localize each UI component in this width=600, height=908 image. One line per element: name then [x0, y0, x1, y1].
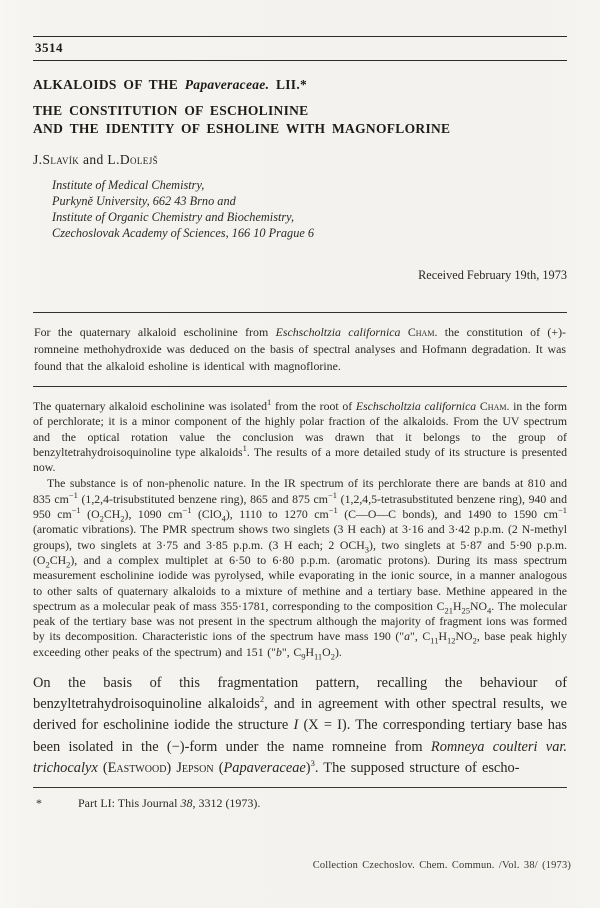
affiliation-line: Institute of Organic Chemistry and Biochemistry, — [52, 210, 295, 224]
article-title-line-1: THE CONSTITUTION OF ESCHOLININE — [33, 103, 309, 118]
body-paragraph-2: The substance is of non-phenolic nature. In the IR spectrum of its perchlorate there are bands at 810 and 835 $cm^{-1}$ (1,2,4-trisubstituted benzene ring), 865 and 875 $cm^{-1}$ (1,2,4,5-tetrasubstituted benzene ring), 940 and 950 $cm^{-1}$ $(O_2CH_2)$, 1090 $cm^{-1}$ (ClO$_4$), 1110 to 1270 $cm^{-1}$ (C—O—C bonds), and 1490 to 1590 $cm^{-1}$ (aromatic vibrations). The PMR spectrum shows two singlets (3 H each) at 3·16 and 3·42 p.p.m. (2 N-methyl groups), two singlets at 3·75 and 3·85 p.p.m. (3 H each; 2 $OCH_3$), two singlets at 5·87 and 5·90 p.p.m. $(O_2CH_2)$, and a complex multiplet at 6·50 to 6·80 p.p.m. (aromatic protons). During its mass spectrum measurement escholinine iodide was pyrolysed, while evaporating in the ionic source, in a manner analogous to other salts of quaternary alkaloids to a mixture of methine and a tertiary base. Methine appeared in the spectrum as a molecular peak of mass 355·1781, corresponding to the composition $C_{21}H_{25}NO_4$. The molecular peak of the tertiary base was not present in the spectrum although the majority of fragment ions was formed by its decomposition. Characteristic ions of the spectrum have mass 190 ("a", $C_{11}H_{12}NO_2$, base peak highly exceeding other peaks of the spectrum) and 151 ("b", $C_9H_{11}O_2$). — [33, 476, 567, 662]
abstract: For the quaternary alkaloid escholinine from Eschscholtzia californica Cham. the constitution of (+)-romneine methohydroxide was deduced on the basis of spectral analyses and Hofmann degradation. It was found that the alkaloid esholine is identical with magnoflorine. — [33, 312, 567, 387]
page-header — [33, 36, 567, 61]
received-date: Received February 19th, 1973 — [418, 268, 567, 282]
footnote-text: Part LI: This Journal 38, 3312 (1973). — [78, 796, 261, 811]
footnote — [33, 796, 567, 811]
authors: J.Slavík and L.Dolejš — [33, 152, 159, 167]
body-paragraph-3: On the basis of this fragmentation pattern, recalling the behaviour of benzyltetrahydroisoquinoline alkaloids$^2$, and in agreement with other spectral results, we derived for escholinine iodide the structure I (X = I). The corresponding tertiary base has been isolated in the (−)-form under the name romneine from Romneya coulteri var. trichocalyx (Eastwood) Jepson (Papaveraceae)$^3$. The supposed structure of escho- — [33, 675, 568, 776]
body-paragraph-1: The quaternary alkaloid escholinine was isolated$^1$ from the root of Eschscholtzia californica Cham. in the form of perchlorate; it is a minor component of the highly polar fraction of the alkaloids. From the UV spectrum and the optical rotation value the conclusion was drawn that it belongs to the group of benzyltetrahydroisoquinoline type alkaloids$^1$. The results of a more detailed study of its structure is presented now. — [33, 397, 568, 475]
body-small-type — [33, 399, 567, 660]
affiliation-line: Purkyně University, 662 43 Brno and — [52, 194, 236, 208]
article-title-line-2: AND THE IDENTITY OF ESHOLINE WITH MAGNOFLORINE — [33, 120, 451, 136]
journal-footer: Collection Czechoslov. Chem. Commun. /Vol. 38/ (1973) — [312, 860, 571, 871]
article-title — [33, 102, 567, 137]
footnote-rule — [33, 787, 567, 788]
affiliation-line: Institute of Medical Chemistry, — [52, 178, 205, 192]
article-series-title: ALKALOIDS OF THE Papaveraceae. LII.* — [33, 77, 308, 92]
affiliation — [52, 177, 567, 241]
page-number: 3514 — [35, 40, 63, 55]
affiliation-line: Czechoslovak Academy of Sciences, 166 10 Prague 6 — [52, 226, 315, 240]
footnote-marker: * — [36, 796, 42, 811]
